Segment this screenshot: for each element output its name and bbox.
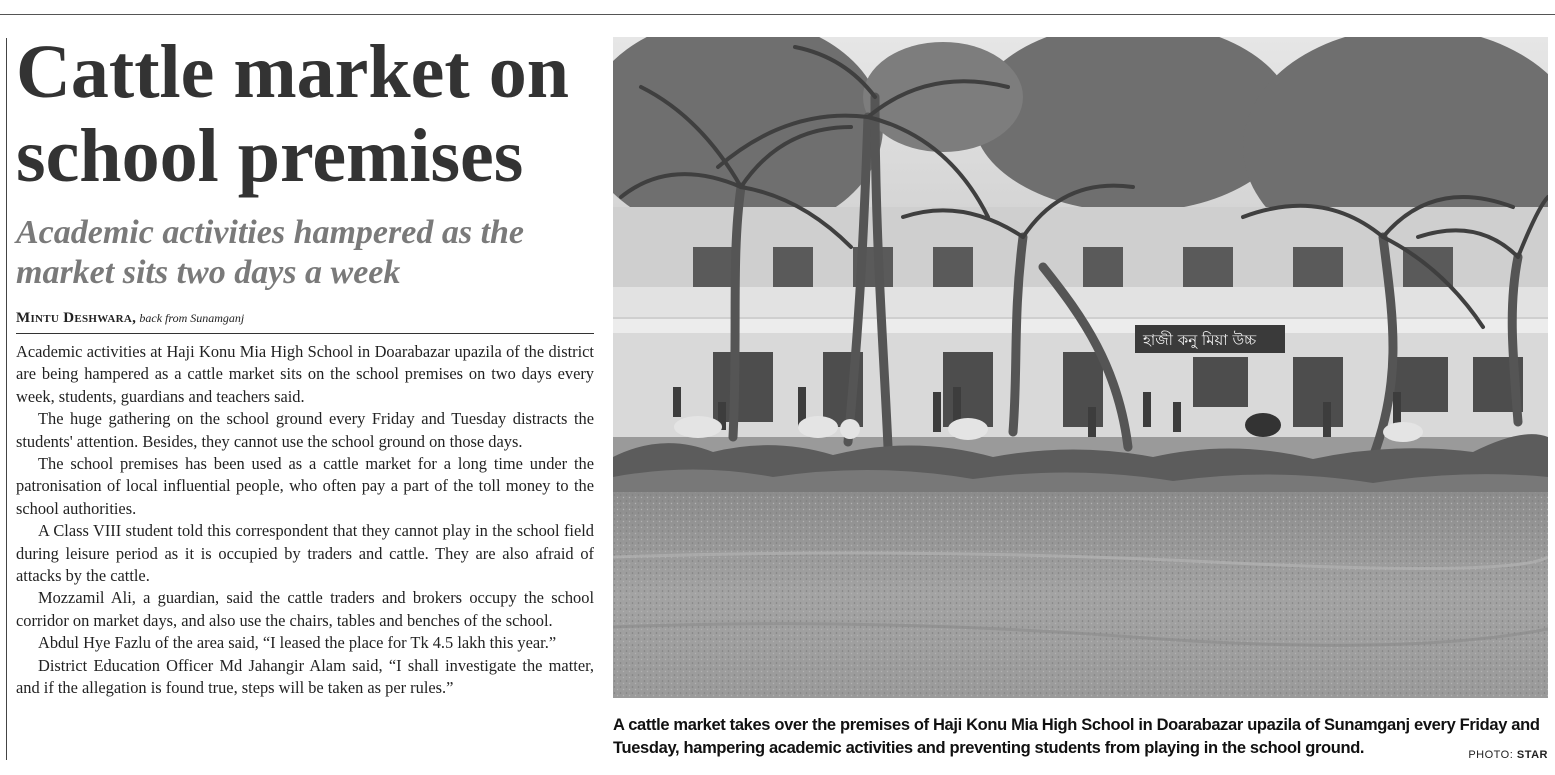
- body-paragraph: District Education Officer Md Jahangir Alam said, “I shall investigate the matter, and if the allegation is found true, steps will be taken as per rules.”: [16, 655, 594, 698]
- body-paragraph: A Class VIII student told this correspondent that they cannot play in the school field during leisure period as it is occupied by traders and cattle. They are also afraid of attacks by the cattle.: [16, 521, 594, 586]
- byline-location: back from Sunamganj: [139, 311, 245, 325]
- photo-illustration: [613, 37, 1548, 698]
- byline-author: Mintu Deshwara,: [16, 310, 137, 326]
- body-paragraph: The huge gathering on the school ground every Friday and Tuesday distracts the students' attention. Besides, they cannot use the school ground on those days.: [16, 409, 594, 451]
- photo-credit-label: PHOTO:: [1468, 749, 1514, 761]
- byline: [16, 310, 594, 334]
- photo-credit: [1468, 749, 1548, 761]
- photo-credit-name: STAR: [1516, 749, 1548, 761]
- news-photo: [613, 37, 1548, 698]
- column-rule: [6, 38, 7, 760]
- article-body: [16, 341, 594, 700]
- body-paragraph: Academic activities at Haji Konu Mia High School in Doarabazar upazila of the district are being hampered as a cattle market sits on the school premises on two days every week, students, guardians and teachers said.: [16, 342, 594, 406]
- school-sign-text: হাজী কনু মিয়া উচ্চ: [1143, 331, 1257, 349]
- photo-caption: A cattle market takes over the premises of Haji Konu Mia High School in Doarabazar upazila of Sunamganj every Friday and Tuesday, hampering academic activities and preventing students from playing in the school ground.: [613, 716, 1540, 757]
- body-paragraph: The school premises has been used as a cattle market for a long time under the patronisation of local influential people, who often pay a part of the toll money to the school authorities.: [16, 454, 594, 518]
- headline: Cattle market on school premises: [16, 30, 569, 198]
- top-rule: [0, 14, 1555, 15]
- body-paragraph: Mozzamil Ali, a guardian, said the cattle traders and brokers occupy the school corridor on market days, and also use the chairs, tables and benches of the school.: [16, 588, 594, 630]
- body-paragraph: Abdul Hye Fazlu of the area said, “I leased the place for Tk 4.5 lakh this year.”: [38, 633, 557, 653]
- subheadline: Academic activities hampered as the market sits two days a week: [16, 214, 525, 291]
